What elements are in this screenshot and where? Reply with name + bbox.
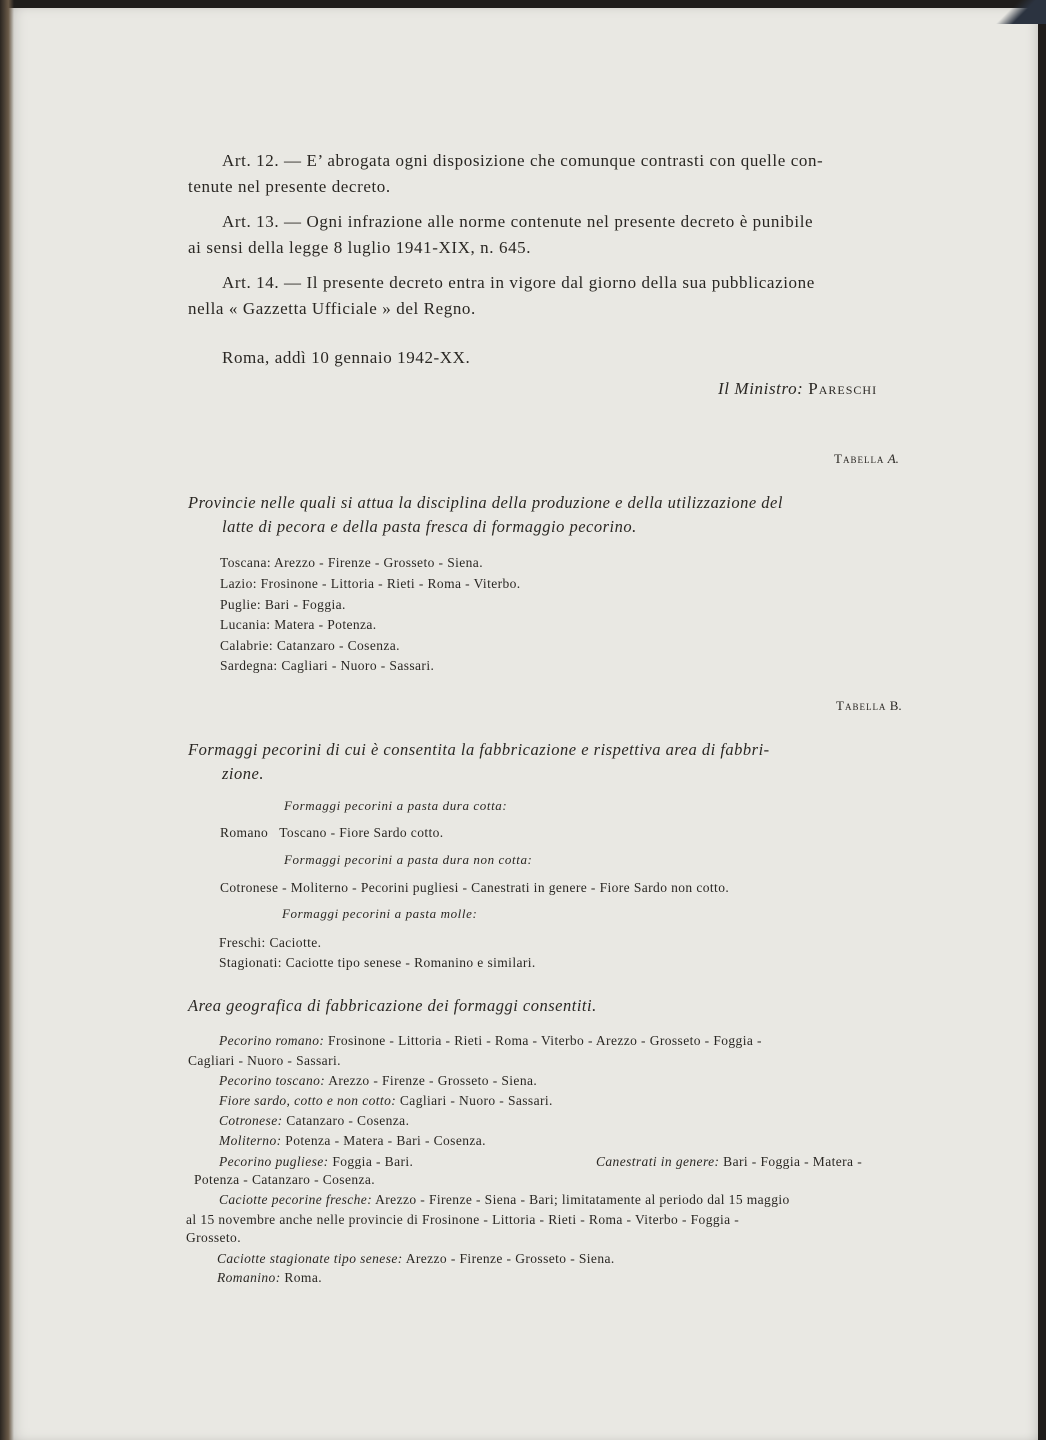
tabella-b-letter: B.	[889, 698, 902, 713]
area-label: Moliterno:	[219, 1133, 282, 1148]
tabella-b-heading-line1: Formaggi pecorini di cui è consentita la fabbricazione e rispettiva area di fabbri-	[188, 740, 770, 759]
area-text: Arezzo - Firenze - Grosseto - Siena.	[405, 1251, 615, 1266]
tabella-b-caps: Tabella	[836, 698, 887, 713]
area-canestrati	[596, 1152, 862, 1172]
area-text: Arezzo - Firenze - Grosseto - Siena.	[328, 1073, 538, 1088]
subheading-pasta-dura-cotta: Formaggi pecorini a pasta dura cotta:	[284, 798, 508, 813]
area-label: Caciotte stagionate tipo senese:	[217, 1251, 403, 1266]
area-label: Romanino:	[217, 1270, 281, 1285]
tabella-a-heading-line1: Provincie nelle quali si attua la disciplina della produzione e della utilizzazione del	[188, 493, 783, 512]
area-label: Pecorino romano:	[219, 1033, 325, 1048]
subheading-pasta-molle: Formaggi pecorini a pasta molle:	[282, 906, 478, 921]
area-label: Cotronese:	[219, 1113, 283, 1128]
pasta-molle-stagionati: Stagionati: Caciotte tipo senese - Romanino e similari.	[219, 955, 536, 970]
tabella-a-row: Puglie: Bari - Foggia.	[220, 597, 346, 612]
art13-line2: ai sensi della legge 8 luglio 1941-XIX, n. 645.	[188, 238, 532, 257]
area-canestrati-cont: Potenza - Catanzaro - Cosenza.	[194, 1172, 376, 1187]
area-text: Roma.	[284, 1270, 322, 1285]
tabella-a-row: Lucania: Matera - Potenza.	[220, 617, 377, 632]
area-caciotte-fresche-cont2: Grosseto.	[186, 1230, 241, 1245]
tabella-b-heading-line2: zione.	[222, 764, 264, 783]
area-label: Pecorino pugliese:	[219, 1154, 329, 1169]
area-pecorino-romano	[219, 1031, 762, 1051]
closing-date: Roma, addì 10 gennaio 1942-XX.	[222, 348, 471, 367]
tabella-b-label	[836, 698, 902, 714]
minister-title: Il Ministro:	[718, 379, 804, 398]
tabella-a-row: Calabrie: Catanzaro - Cosenza.	[220, 638, 400, 653]
art13-line1: Art. 13. — Ogni infrazione alle norme contenute nel presente decreto è punibile	[222, 212, 814, 231]
pasta-molle-freschi: Freschi: Caciotte.	[219, 935, 322, 950]
area-text: Catanzaro - Cosenza.	[286, 1113, 410, 1128]
page-binding-edge	[0, 0, 14, 1440]
area-fiore-sardo	[219, 1091, 553, 1111]
subheading-pasta-dura-non-cotta: Formaggi pecorini a pasta dura non cotta:	[284, 852, 533, 867]
area-text: Potenza - Matera - Bari - Cosenza.	[285, 1133, 486, 1148]
art12-line1: Art. 12. — E’ abrogata ogni disposizione che comunque contrasti con quelle con-	[222, 151, 824, 170]
page-corner	[986, 0, 1046, 24]
pasta-dura-cotta-list: Romano Toscano - Fiore Sardo cotto.	[220, 825, 444, 840]
area-cotronese	[219, 1111, 409, 1131]
area-text: Arezzo - Firenze - Siena - Bari; limitatamente al periodo dal 15 maggio	[375, 1192, 790, 1207]
tabella-a-row: Sardegna: Cagliari - Nuoro - Sassari.	[220, 658, 435, 673]
tabella-a-heading-line2: latte di pecora e della pasta fresca di formaggio pecorino.	[222, 517, 637, 536]
area-pecorino-romano-cont: Cagliari - Nuoro - Sassari.	[188, 1053, 341, 1068]
pasta-dura-non-cotta-list: Cotronese - Moliterno - Pecorini pugliesi - Canestrati in genere - Fiore Sardo non cotto.	[220, 880, 730, 895]
area-label: Fiore sardo, cotto e non cotto:	[219, 1093, 397, 1108]
area-label: Caciotte pecorine fresche:	[219, 1192, 373, 1207]
area-moliterno	[219, 1131, 486, 1151]
tabella-a-caps: Tabella	[834, 451, 885, 466]
area-text: Foggia - Bari.	[332, 1154, 414, 1169]
area-text: Bari - Foggia - Matera -	[723, 1154, 863, 1169]
area-heading: Area geografica di fabbricazione dei formaggi consentiti.	[188, 996, 597, 1015]
area-label: Pecorino toscano:	[219, 1073, 326, 1088]
tabella-a-row: Lazio: Frosinone - Littoria - Rieti - Roma - Viterbo.	[220, 576, 521, 591]
art14-line1: Art. 14. — Il presente decreto entra in vigore dal giorno della sua pubblicazione	[222, 273, 815, 292]
area-text: Cagliari - Nuoro - Sassari.	[399, 1093, 553, 1108]
minister-signature	[718, 376, 877, 402]
area-romanino	[217, 1268, 322, 1288]
tabella-a-row: Toscana: Arezzo - Firenze - Grosseto - Siena.	[220, 555, 483, 570]
art14-line2: nella « Gazzetta Ufficiale » del Regno.	[188, 299, 476, 318]
art12-line2: tenute nel presente decreto.	[188, 177, 391, 196]
area-label: Canestrati in genere:	[596, 1154, 720, 1169]
tabella-a-letter: A.	[887, 451, 899, 466]
area-pecorino-pugliese	[219, 1152, 413, 1172]
tabella-a-label	[834, 451, 899, 467]
area-text: Frosinone - Littoria - Rieti - Roma - Viterbo - Arezzo - Grosseto - Foggia -	[328, 1033, 762, 1048]
area-caciotte-stagionate	[217, 1249, 615, 1269]
area-caciotte-fresche	[219, 1190, 790, 1210]
area-caciotte-fresche-cont1: al 15 novembre anche nelle provincie di Frosinone - Littoria - Rieti - Roma - Viterbo - Foggia -	[186, 1212, 740, 1227]
area-pecorino-toscano	[219, 1071, 537, 1091]
minister-name: Pareschi	[808, 379, 878, 398]
